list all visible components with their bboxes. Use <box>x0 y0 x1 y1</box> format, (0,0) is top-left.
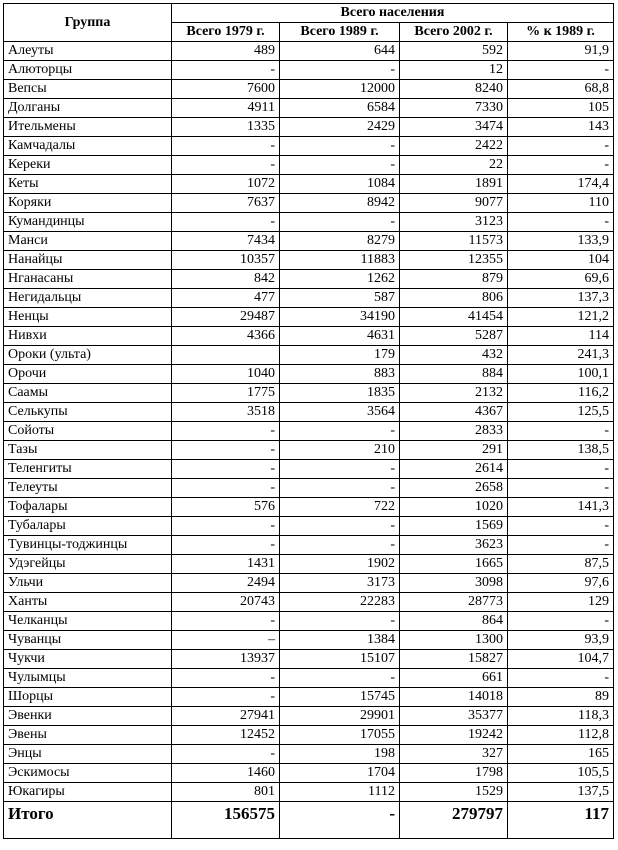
value-2002: 291 <box>400 441 508 460</box>
group-name: Орочи <box>4 365 172 384</box>
value-1979: - <box>172 479 280 498</box>
value-pct: - <box>508 536 614 555</box>
value-2002: 1020 <box>400 498 508 517</box>
table-row <box>4 118 614 137</box>
value-1989: 3564 <box>280 403 400 422</box>
group-name: Чуванцы <box>4 631 172 650</box>
value-2002: 3474 <box>400 118 508 137</box>
total-1979: 156575 <box>172 802 280 839</box>
value-1979 <box>172 346 280 365</box>
table-row <box>4 403 614 422</box>
value-1979: 1775 <box>172 384 280 403</box>
group-name: Кереки <box>4 156 172 175</box>
value-1989: 11883 <box>280 251 400 270</box>
table-row <box>4 726 614 745</box>
value-1989: 722 <box>280 498 400 517</box>
value-pct: 100,1 <box>508 365 614 384</box>
table-row <box>4 479 614 498</box>
value-pct: 114 <box>508 327 614 346</box>
value-1979: 12452 <box>172 726 280 745</box>
value-2002: 22 <box>400 156 508 175</box>
group-name: Эвены <box>4 726 172 745</box>
group-name: Юкагиры <box>4 783 172 802</box>
value-1979: 1431 <box>172 555 280 574</box>
value-1979: - <box>172 61 280 80</box>
group-name: Ульчи <box>4 574 172 593</box>
table-row <box>4 80 614 99</box>
value-1989: 3173 <box>280 574 400 593</box>
value-pct: 137,3 <box>508 289 614 308</box>
value-2002: 12355 <box>400 251 508 270</box>
group-name: Тазы <box>4 441 172 460</box>
value-1989: 1384 <box>280 631 400 650</box>
value-1989: 8279 <box>280 232 400 251</box>
value-2002: 2422 <box>400 137 508 156</box>
value-pct: - <box>508 156 614 175</box>
value-2002: 12 <box>400 61 508 80</box>
table-row <box>4 707 614 726</box>
value-1979: - <box>172 137 280 156</box>
value-pct: - <box>508 479 614 498</box>
table-header <box>4 4 614 42</box>
value-1979: - <box>172 156 280 175</box>
table-row <box>4 460 614 479</box>
value-pct: 141,3 <box>508 498 614 517</box>
value-2002: 432 <box>400 346 508 365</box>
value-pct: 104,7 <box>508 650 614 669</box>
value-1979: - <box>172 517 280 536</box>
group-name: Камчадалы <box>4 137 172 156</box>
group-name: Алюторцы <box>4 61 172 80</box>
value-pct: 87,5 <box>508 555 614 574</box>
table-body <box>4 42 614 802</box>
header-total-population: Всего населения <box>172 4 614 23</box>
table-row <box>4 593 614 612</box>
header-pct-1989: % к 1989 г. <box>508 23 614 42</box>
value-1989: 1902 <box>280 555 400 574</box>
value-1989: 210 <box>280 441 400 460</box>
value-1989: 1084 <box>280 175 400 194</box>
table-row <box>4 61 614 80</box>
value-pct: 105,5 <box>508 764 614 783</box>
table-row <box>4 688 614 707</box>
value-1979: - <box>172 669 280 688</box>
value-1979: - <box>172 536 280 555</box>
value-1979: 7434 <box>172 232 280 251</box>
value-2002: 41454 <box>400 308 508 327</box>
value-1979: 1460 <box>172 764 280 783</box>
table-row <box>4 574 614 593</box>
value-1979: 801 <box>172 783 280 802</box>
total-pct: 117 <box>508 802 614 839</box>
value-2002: 2132 <box>400 384 508 403</box>
value-pct: 118,3 <box>508 707 614 726</box>
value-1989: - <box>280 137 400 156</box>
value-1979: 1040 <box>172 365 280 384</box>
group-name: Коряки <box>4 194 172 213</box>
value-1989: 4631 <box>280 327 400 346</box>
value-1989: 587 <box>280 289 400 308</box>
value-2002: 8240 <box>400 80 508 99</box>
value-2002: 15827 <box>400 650 508 669</box>
table-row <box>4 650 614 669</box>
group-name: Теленгиты <box>4 460 172 479</box>
group-name: Ороки (ульта) <box>4 346 172 365</box>
value-1979: - <box>172 688 280 707</box>
value-1979: 29487 <box>172 308 280 327</box>
table-row <box>4 441 614 460</box>
value-pct: 93,9 <box>508 631 614 650</box>
value-pct: 89 <box>508 688 614 707</box>
table-row <box>4 99 614 118</box>
value-pct: - <box>508 460 614 479</box>
value-1979: - <box>172 460 280 479</box>
group-name: Чукчи <box>4 650 172 669</box>
value-1989: 6584 <box>280 99 400 118</box>
value-2002: 11573 <box>400 232 508 251</box>
value-2002: 3623 <box>400 536 508 555</box>
value-1979: 576 <box>172 498 280 517</box>
value-1979: 4911 <box>172 99 280 118</box>
value-2002: 9077 <box>400 194 508 213</box>
value-pct: 174,4 <box>508 175 614 194</box>
value-1979: 842 <box>172 270 280 289</box>
value-2002: 806 <box>400 289 508 308</box>
value-2002: 327 <box>400 745 508 764</box>
header-1979: Всего 1979 г. <box>172 23 280 42</box>
value-1989: 12000 <box>280 80 400 99</box>
value-pct: 138,5 <box>508 441 614 460</box>
value-1979: - <box>172 612 280 631</box>
table-row <box>4 270 614 289</box>
value-1979: 1072 <box>172 175 280 194</box>
value-pct: 110 <box>508 194 614 213</box>
total-row <box>4 802 614 839</box>
table-row <box>4 251 614 270</box>
group-name: Тубалары <box>4 517 172 536</box>
group-name: Сойоты <box>4 422 172 441</box>
table-row <box>4 289 614 308</box>
value-2002: 7330 <box>400 99 508 118</box>
value-pct: 116,2 <box>508 384 614 403</box>
value-pct: 97,6 <box>508 574 614 593</box>
table-row <box>4 612 614 631</box>
group-name: Манси <box>4 232 172 251</box>
group-name: Долганы <box>4 99 172 118</box>
value-2002: 1300 <box>400 631 508 650</box>
value-pct: 91,9 <box>508 42 614 61</box>
header-group: Группа <box>4 4 172 42</box>
group-name: Ительмены <box>4 118 172 137</box>
value-1979: 477 <box>172 289 280 308</box>
group-name: Тофалары <box>4 498 172 517</box>
group-name: Удэгейцы <box>4 555 172 574</box>
value-pct: - <box>508 517 614 536</box>
value-1979: 27941 <box>172 707 280 726</box>
value-1989: - <box>280 460 400 479</box>
value-1989: 179 <box>280 346 400 365</box>
table-row <box>4 175 614 194</box>
value-pct: - <box>508 612 614 631</box>
table-row <box>4 498 614 517</box>
value-2002: 3098 <box>400 574 508 593</box>
value-1989: - <box>280 517 400 536</box>
value-1989: 15107 <box>280 650 400 669</box>
value-1989: 1112 <box>280 783 400 802</box>
value-2002: 4367 <box>400 403 508 422</box>
value-1989: - <box>280 669 400 688</box>
value-1989: 17055 <box>280 726 400 745</box>
group-name: Вепсы <box>4 80 172 99</box>
group-name: Саамы <box>4 384 172 403</box>
header-1989: Всего 1989 г. <box>280 23 400 42</box>
group-name: Энцы <box>4 745 172 764</box>
value-pct: 129 <box>508 593 614 612</box>
table-row <box>4 764 614 783</box>
value-2002: 5287 <box>400 327 508 346</box>
value-pct: 125,5 <box>508 403 614 422</box>
group-name: Нганасаны <box>4 270 172 289</box>
value-1989: - <box>280 536 400 555</box>
table-row <box>4 422 614 441</box>
table-row <box>4 517 614 536</box>
table-row <box>4 232 614 251</box>
value-1989: - <box>280 612 400 631</box>
group-name: Челканцы <box>4 612 172 631</box>
value-2002: 35377 <box>400 707 508 726</box>
value-1989: 15745 <box>280 688 400 707</box>
value-1989: 1704 <box>280 764 400 783</box>
value-pct: 104 <box>508 251 614 270</box>
group-name: Нанайцы <box>4 251 172 270</box>
value-1989: - <box>280 422 400 441</box>
value-1979: – <box>172 631 280 650</box>
value-pct: - <box>508 669 614 688</box>
value-2002: 1569 <box>400 517 508 536</box>
value-pct: 105 <box>508 99 614 118</box>
value-2002: 19242 <box>400 726 508 745</box>
value-1979: 20743 <box>172 593 280 612</box>
value-2002: 1665 <box>400 555 508 574</box>
value-2002: 14018 <box>400 688 508 707</box>
table-row <box>4 346 614 365</box>
group-name: Ханты <box>4 593 172 612</box>
value-1979: - <box>172 441 280 460</box>
table-row <box>4 213 614 232</box>
value-1979: 10357 <box>172 251 280 270</box>
table-row <box>4 536 614 555</box>
value-1989: - <box>280 61 400 80</box>
value-pct: 121,2 <box>508 308 614 327</box>
table-row <box>4 365 614 384</box>
value-1989: - <box>280 479 400 498</box>
table-row <box>4 194 614 213</box>
value-1989: 198 <box>280 745 400 764</box>
value-pct: 165 <box>508 745 614 764</box>
value-2002: 2614 <box>400 460 508 479</box>
value-pct: 241,3 <box>508 346 614 365</box>
value-1989: 644 <box>280 42 400 61</box>
value-1989: 34190 <box>280 308 400 327</box>
value-1989: 29901 <box>280 707 400 726</box>
value-pct: - <box>508 137 614 156</box>
value-1979: - <box>172 422 280 441</box>
group-name: Эвенки <box>4 707 172 726</box>
value-2002: 1891 <box>400 175 508 194</box>
value-2002: 3123 <box>400 213 508 232</box>
value-1989: 22283 <box>280 593 400 612</box>
group-name: Нивхи <box>4 327 172 346</box>
group-name: Кеты <box>4 175 172 194</box>
table-row <box>4 384 614 403</box>
value-1979: 3518 <box>172 403 280 422</box>
value-1979: 4366 <box>172 327 280 346</box>
group-name: Алеуты <box>4 42 172 61</box>
value-pct: 112,8 <box>508 726 614 745</box>
table-row <box>4 327 614 346</box>
value-1989: - <box>280 156 400 175</box>
value-1979: 2494 <box>172 574 280 593</box>
value-pct: 69,6 <box>508 270 614 289</box>
table-row <box>4 137 614 156</box>
value-1979: - <box>172 213 280 232</box>
value-pct: 137,5 <box>508 783 614 802</box>
value-pct: 143 <box>508 118 614 137</box>
value-1989: 2429 <box>280 118 400 137</box>
table-row <box>4 783 614 802</box>
group-name: Негидальцы <box>4 289 172 308</box>
value-1979: - <box>172 745 280 764</box>
value-pct: - <box>508 213 614 232</box>
group-name: Чулымцы <box>4 669 172 688</box>
value-2002: 592 <box>400 42 508 61</box>
value-pct: 68,8 <box>508 80 614 99</box>
table-row <box>4 745 614 764</box>
population-table <box>3 3 614 839</box>
value-1979: 13937 <box>172 650 280 669</box>
value-2002: 661 <box>400 669 508 688</box>
value-2002: 2833 <box>400 422 508 441</box>
value-1979: 1335 <box>172 118 280 137</box>
value-2002: 2658 <box>400 479 508 498</box>
value-1979: 489 <box>172 42 280 61</box>
header-2002: Всего 2002 г. <box>400 23 508 42</box>
table-row <box>4 555 614 574</box>
group-name: Ненцы <box>4 308 172 327</box>
value-pct: - <box>508 422 614 441</box>
table-row <box>4 631 614 650</box>
value-2002: 1798 <box>400 764 508 783</box>
group-name: Селькупы <box>4 403 172 422</box>
group-name: Кумандинцы <box>4 213 172 232</box>
total-2002: 279797 <box>400 802 508 839</box>
table-row <box>4 42 614 61</box>
group-name: Эскимосы <box>4 764 172 783</box>
value-pct: 133,9 <box>508 232 614 251</box>
value-pct: - <box>508 61 614 80</box>
value-1989: 1835 <box>280 384 400 403</box>
table-row <box>4 669 614 688</box>
value-2002: 879 <box>400 270 508 289</box>
value-2002: 864 <box>400 612 508 631</box>
value-2002: 884 <box>400 365 508 384</box>
table-row <box>4 308 614 327</box>
value-2002: 28773 <box>400 593 508 612</box>
value-1989: 883 <box>280 365 400 384</box>
group-name: Шорцы <box>4 688 172 707</box>
total-1989: - <box>280 802 400 839</box>
group-name: Телеуты <box>4 479 172 498</box>
group-name: Тувинцы-тоджинцы <box>4 536 172 555</box>
table-row <box>4 156 614 175</box>
total-label: Итого <box>4 802 172 839</box>
value-1979: 7637 <box>172 194 280 213</box>
value-1979: 7600 <box>172 80 280 99</box>
value-2002: 1529 <box>400 783 508 802</box>
value-1989: - <box>280 213 400 232</box>
value-1989: 8942 <box>280 194 400 213</box>
value-1989: 1262 <box>280 270 400 289</box>
